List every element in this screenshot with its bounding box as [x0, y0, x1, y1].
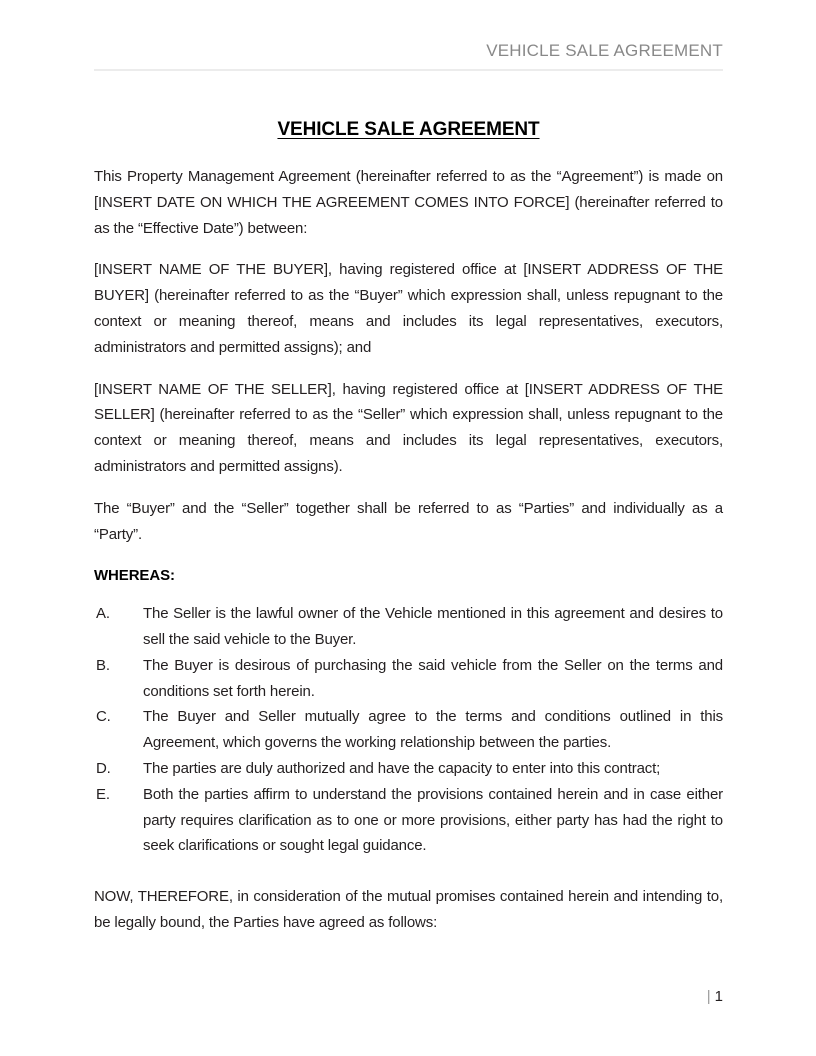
- paragraph-closing: NOW, THEREFORE, in consideration of the mutual promises contained herein and intending to, be legally bound, the Parties have agreed as follows:: [94, 888, 723, 931]
- list-item: [94, 653, 723, 705]
- paragraph-spacer: [94, 859, 723, 884]
- recitals-list: [94, 601, 723, 859]
- paragraph-parties: The “Buyer” and the “Seller” together shall be referred to as “Parties” and individually as a “Party”.: [94, 499, 723, 543]
- list-item-text: The Seller is the lawful owner of the Vehicle mentioned in this agreement and desires to sell the said vehicle to the Buyer.: [143, 605, 723, 648]
- header-title: VEHICLE SALE AGREEMENT: [486, 41, 723, 60]
- whereas-heading: WHEREAS:: [94, 567, 175, 585]
- list-item-marker: A.: [96, 605, 110, 623]
- document-body: [94, 118, 723, 936]
- list-item-marker: B.: [96, 656, 110, 674]
- list-item-text: The Buyer is desirous of purchasing the said vehicle from the Seller on the terms and conditions set forth herein.: [143, 656, 723, 700]
- page-footer: [94, 987, 723, 1007]
- footer-separator: |: [706, 988, 711, 1005]
- list-item-marker: C.: [96, 708, 111, 726]
- page-header: [94, 40, 723, 62]
- list-item: [94, 601, 723, 653]
- list-item-marker: D.: [96, 759, 111, 777]
- list-item-marker: E.: [96, 785, 110, 803]
- paragraph-intro: This Property Management Agreement (hereinafter referred to as the “Agreement”) is made on [INSERT DATE ON WHICH THE AGREEMENT COMES INTO FORCE] (hereinafter referred to as the “Effective Date”) between:: [94, 168, 723, 237]
- list-item-text: Both the parties affirm to understand the provisions contained herein and in case either party requires clarification as to one or more provisions, either party has had the right to seek clarifications or sought legal guidance.: [143, 785, 723, 855]
- paragraph-buyer: [INSERT NAME OF THE BUYER], having registered office at [INSERT ADDRESS OF THE BUYER] (hereinafter referred to as the “Buyer” which expression shall, unless repugnant to the context or meaning thereof, means and includes its legal representatives, executors, administrators and permitted assigns); and: [94, 261, 723, 356]
- header-divider: [94, 69, 723, 71]
- footer-page-number: 1: [714, 988, 723, 1005]
- list-item: [94, 756, 723, 782]
- list-item: [94, 782, 723, 859]
- paragraph-seller: [INSERT NAME OF THE SELLER], having registered office at [INSERT ADDRESS OF THE SELLER] (hereinafter referred to as the “Seller” which expression shall, unless repugnant to the context or meaning thereof, means and includes its legal representatives, executors, administrators and permitted assigns).: [94, 380, 723, 475]
- list-item-text: The Buyer and Seller mutually agree to the terms and conditions outlined in this Agreement, which governs the working relationship between the parties.: [143, 708, 723, 752]
- list-item-text: The parties are duly authorized and have the capacity to enter into this contract;: [143, 759, 661, 777]
- document-title: VEHICLE SALE AGREEMENT: [277, 119, 540, 140]
- list-item: [94, 704, 723, 756]
